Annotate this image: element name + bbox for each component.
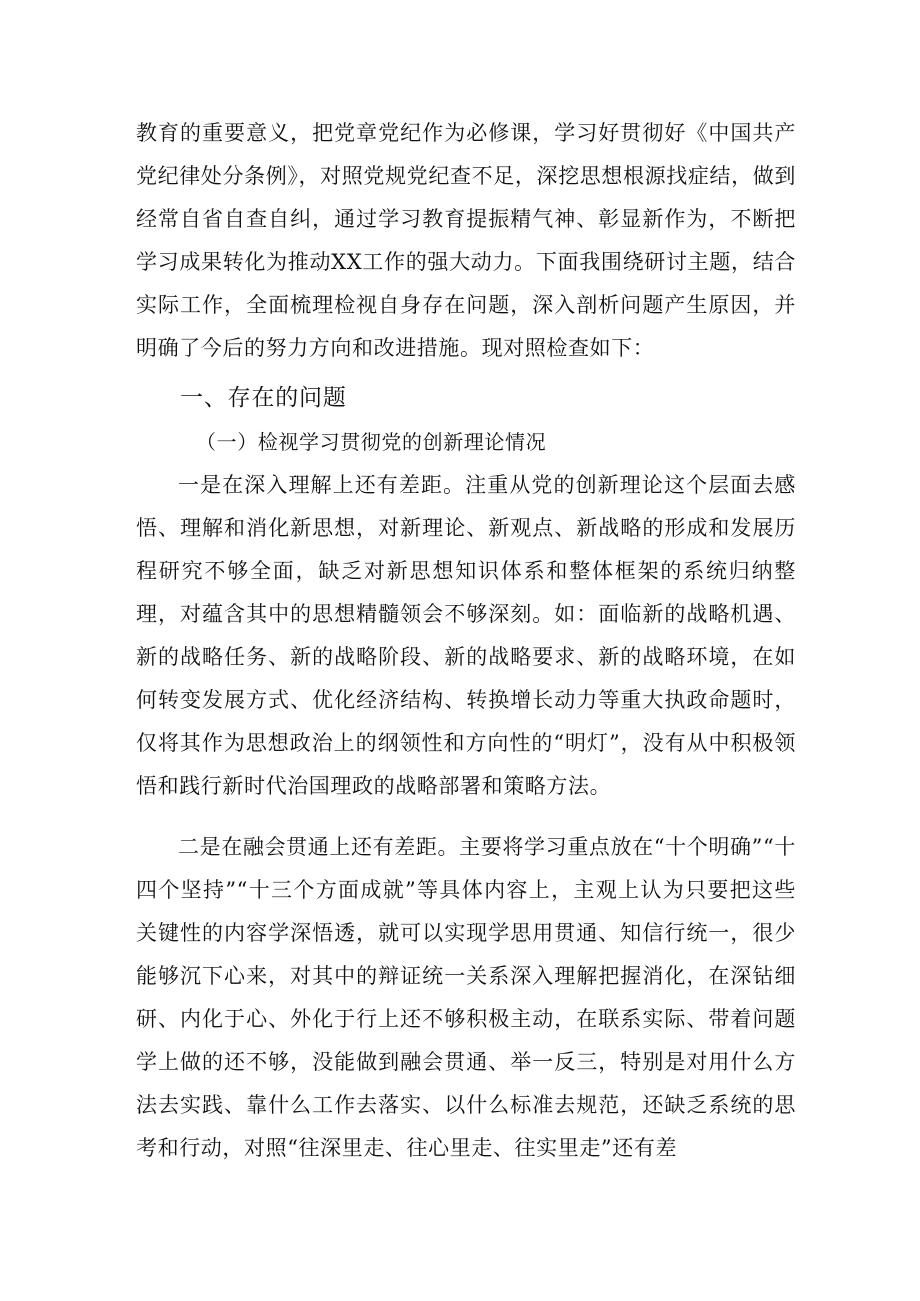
document-body [136, 112, 796, 1170]
paragraph-understanding-gap: 一是在深入理解上还有差距。注重从党的创新理论这个层面去感悟、理解和消化新思想，对新理论、新观点、新战略的形成和发展历程研究不够全面，缺乏对新思想知识体系和整体框架的系统归纳整理，对蕴含其中的思想精髓领会不够深刻。如：面临新的战略机遇、新的战略任务、新的战略阶段、新的战略要求、新的战略环境，在如何转变发展方式、优化经济结构、转换增长动力等重大执政命题时，仅将其作为思想政治上的纲领性和方向性的“明灯”，没有从中积极领悟和践行新时代治国理政的战略部署和策略方法。 [136, 473, 796, 798]
section-heading-issues: 一、存在的问题 [180, 385, 347, 411]
paragraph-spacer [136, 808, 796, 826]
paragraph-integration-gap: 二是在融会贯通上还有差距。主要将学习重点放在“十个明确”“十四个坚持”“十三个方面成就”等具体内容上，主观上认为只要把这些关键性的内容学深悟透，就可以实现学思用贯通、知信行统一，很少能够沉下心来，对其中的辩证统一关系深入理解把握消化，在深钻细研、内化于心、外化于行上还不够积极主动，在联系实际、带着问题学上做的还不够，没能做到融会贯通、举一反三，特别是对用什么方法去实践、靠什么工作去落实、以什么标准去规范，还缺乏系统的思考和行动，对照“往深里走、往心里走、往实里走”还有差 [136, 835, 796, 1160]
intro-paragraph: 教育的重要意义，把党章党纪作为必修课，学习好贯彻好《中国共产党纪律处分条例》，对照党规党纪查不足，深挖思想根源找症结，做到经常自省自查自纠，通过学习教育提振精气神、彰显新作为，不断把学习成果转化为推动XX工作的强大动力。下面我围绕研讨主题，结合实际工作，全面梳理检视自身存在问题，深入剖析问题产生原因，并明确了今后的努力方向和改进措施。现对照检查如下： [136, 121, 796, 360]
subsection-heading-theory: （一）检视学习贯彻党的创新理论情况 [196, 430, 547, 454]
